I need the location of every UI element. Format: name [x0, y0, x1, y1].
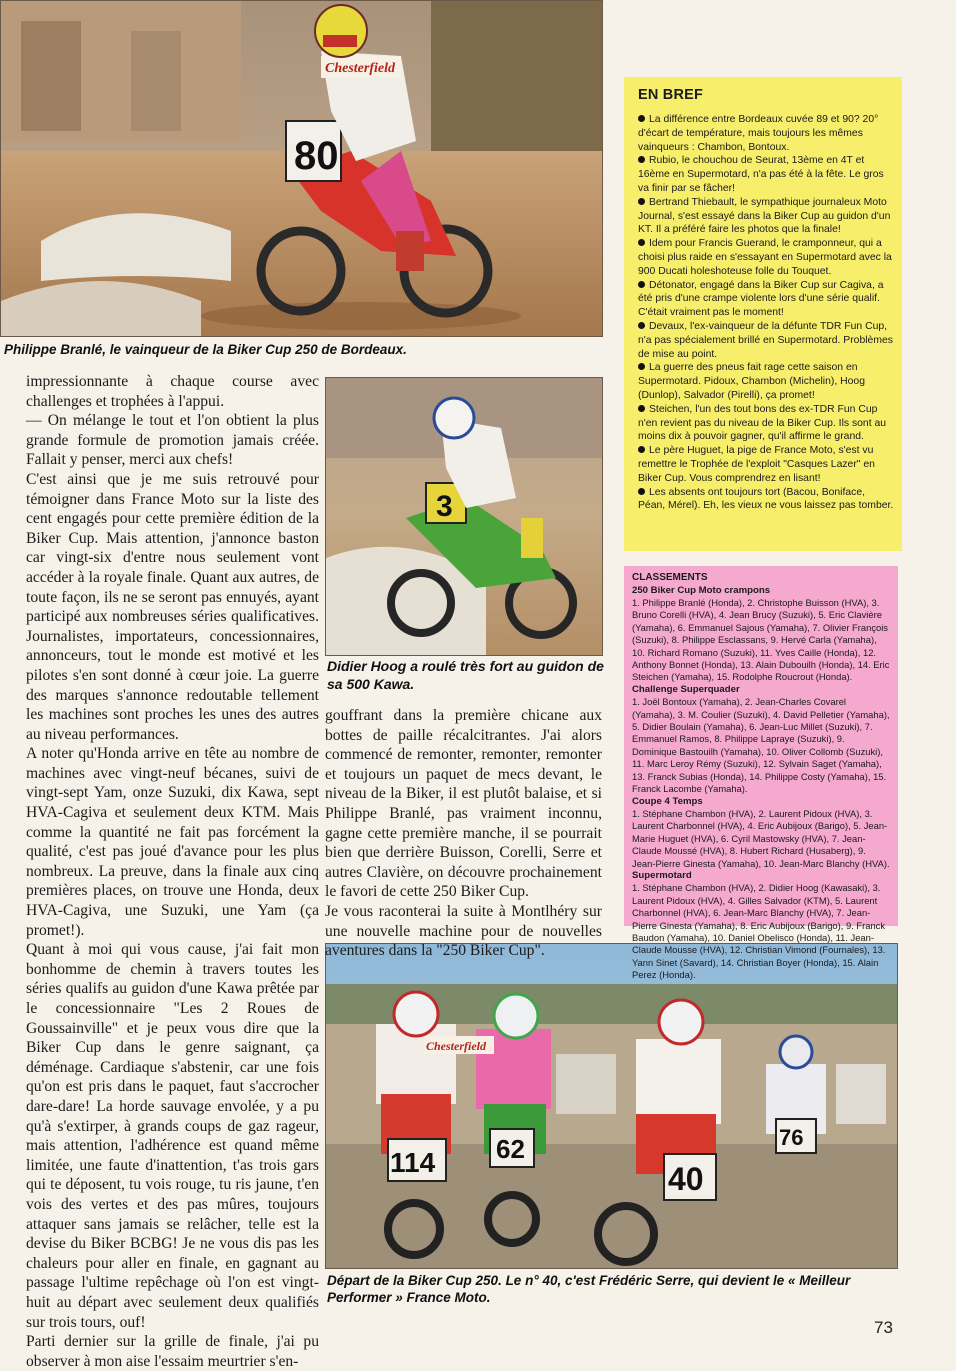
bullet-icon	[638, 488, 645, 495]
classement-results: 1. Stéphane Chambon (HVA), 2. Didier Hoog (Kawasaki), 3. Laurent Pidoux (HVA), 4. Gilles Salvador (KTM), 5. Laurent Charbonnel (HVA), 6. Jean-Marc Blanchy (HVA), 7. Jean-Pierre Ginesta (Yamaha), 8. Eric Aubijoux (Barigo), 9. Franck Baudon (Yamaha), 10. Daniel Obelisco (Honda), 11. Jean-Claude Mousse (HVA), 12. Christian Vimond (Fournales), 13. Yann Sinet (Savard), 14. Christian Boyer (Honda), 15. Alain Perez (Honda).	[632, 882, 886, 981]
page-number: 73	[874, 1318, 893, 1337]
bullet-icon	[638, 405, 645, 412]
classements-box	[624, 566, 898, 981]
photo1-caption: Philippe Branlé, le vainqueur de la Biker Cup 250 de Bordeaux.	[4, 342, 407, 357]
col1-para-6: Parti dernier sur la grille de finale, j'ai pu observer à mon aise l'essaim meurtrier s'en-	[26, 1333, 319, 1370]
classements-title: CLASSEMENTS	[632, 572, 708, 583]
col1-para-1: impressionnante à chaque course avec challenges et trophées à l'appui.	[26, 373, 319, 410]
classement-results: 1. Joël Bontoux (Yamaha), 2. Jean-Charles Covarel (Yamaha), 3. M. Coulier (Suzuki), 4. David Pelletier (Yamaha), 5. Didier Boulain (Yamaha), 6. Jean-Luc Millet (Suzuki), 7. Emmanuel Ramos, 8. Philippe Lapraye (Suzuki), 9. Dominique Bastouilh (Yamaha), 10. Oliver Collomb (Suzuki), 11. Marc Leroy Rémy (Suzuki), 12. Sylvain Saget (Yamaha), 13. Franck Subias (Honda), 14. Philippe Costy (Yamaha), 15. Franck Lacombe (Yamaha).	[632, 696, 890, 795]
col1-para-2: — On mélange le tout et l'on obtient la plus grande formule de promotion jamais créée. Fallait y penser, merci aux chefs!	[26, 412, 319, 469]
en-bref-item-text: Le père Huguet, la pige de France Moto, s'est vu remettre le Trophée de l'exploit "Casques Lazer" en Biker Cup. Vous comprendrez en lisant!	[638, 445, 875, 484]
en-bref-item-text: Devaux, l'ex-vainqueur de la défunte TDR Fun Cup, n'a pas spécialement brillé en Supermotard. Problèmes de mise au point.	[638, 320, 893, 360]
col2-para-2: Je vous raconterai la suite à Montlhéry sur une nouvelle machine pour de nouvelles aventures dans la "250 Biker Cup".	[325, 902, 602, 960]
photo1-bib-number: 80	[294, 134, 339, 178]
en-bref-item	[638, 403, 894, 444]
en-bref-item	[638, 154, 894, 195]
en-bref-item-text: Idem pour Francis Guerand, le cramponneur, qui a choisi plus raide en s'essayant en Supermotard avec la 900 Ducati holeshoteuse folle du Touquet.	[638, 238, 892, 277]
photo1-sponsor: Chesterfield	[325, 61, 395, 76]
en-bref-item	[638, 444, 894, 485]
en-bref-item	[638, 196, 894, 237]
en-bref-item-text: Rubio, le chouchou de Seurat, 13ème en 4T et 16ème en Supermotard, n'a pas été à la fête. Le gros va finir par se fâcher!	[638, 155, 884, 194]
en-bref-item-text: La différence entre Bordeaux cuvée 89 et 90? 20° d'écart de température, mais toujours les mêmes vainqueurs : Chambon, Bontoux.	[638, 114, 879, 153]
photo-branle	[0, 0, 603, 337]
classement-heading: Supermotard	[632, 869, 692, 881]
classement-results: 1. Stéphane Chambon (HVA), 2. Laurent Pidoux (HVA), 3. Laurent Charbonnel (HVA), 4. Eric Aubijoux (Barigo), 5. Jean-Marie Huguet (HVA), 6. Cyril Mastowsky (HVA), 7. Jean-Claude Moussé (HVA), 8. Hubert Richard (Husaberg), 9. Jean-Pierre Ginesta (Yamaha), 10. Jean-Marc Blanchy (HVA).	[632, 807, 890, 869]
photo2-bib-number: 3	[436, 490, 453, 523]
classement-heading: Coupe 4 Temps	[632, 795, 703, 807]
classement-heading: 250 Biker Cup Moto crampons	[632, 584, 771, 596]
photo-hoog	[325, 377, 603, 656]
col2-para-1: gouffrant dans la première chicane aux bottes de paille récalcitrantes. J'ai alors commencé de remonter, remonter, remonter et toujours un paquet de mecs devant, le niveau de la Biker, il est plutôt balaise, et si Philippe Branlé, pas vraiment inconnu, gagne cette première manche, il se pourrait bien que derrière Buisson, Corelli, Serre et autres Clavière, on découvre prochainement le favori de cette 250 Biker Cup.	[325, 707, 602, 901]
bullet-icon	[638, 239, 645, 246]
bullet-icon	[638, 198, 645, 205]
photo3-bib-40: 40	[668, 1161, 704, 1197]
photo3-caption: Départ de la Biker Cup 250. Le n° 40, c'est Frédéric Serre, qui devient le « Meilleur Performer » France Moto.	[327, 1273, 851, 1305]
article-body-right	[325, 706, 602, 961]
en-bref-item-text: Les absents ont toujours tort (Bacou, Boniface, Péan, Mérel). Eh, les vieux ne vous laissez pas tomber.	[638, 486, 894, 512]
en-bref-item	[638, 486, 894, 514]
bullet-icon	[638, 281, 645, 288]
photo3-bib-114: 114	[390, 1147, 436, 1178]
photo3-sponsor: Chesterfield	[426, 1039, 486, 1053]
en-bref-item	[638, 361, 894, 402]
bullet-icon	[638, 446, 645, 453]
col1-para-5: Quant à moi qui vous cause, j'ai fait mon bonhomme de chemin à travers toutes les séries qualifs au guidon d'une Kawa prêtée par le concessionnaire "Les 2 Roues de Goussainville" et je peux vous dire que la Biker Cup dans le genre saignant, ça déménage. Cardiaque s'abstenir, car une fois qu'on est pris dans le paquet, faut s'accrocher dare-dare! La horde sauvage envolée, y a pu qu'à s'extirper, à grands coups de gaz rageur, mais attention, l'adhérence est quand même limitée, une faute d'inattention, t'as trois gars qui te déposent, tu vois rouge, tu ris jaune, t'en vois des vertes et des pas mûres, toujours attaquer sans jamais se relâcher, telle est la devise du Biker BCBG! Je ne vous dis pas les chaleurs pour aller en finale, en gagnant au passage l'ultime repêchage où l'on est vingt-huit au départ avec seulement deux qualifiés sur trois tours, ouf!	[26, 941, 319, 1331]
bullet-icon	[638, 115, 645, 122]
en-bref-item	[638, 237, 894, 278]
en-bref-item-text: Bertrand Thiebault, le sympathique journaleux Moto Journal, s'est essayé dans la Biker Cup au guidon d'un KT. Il a préféré faire les photos que la finale!	[638, 196, 891, 236]
bullet-icon	[638, 322, 645, 329]
article-column-left-text-block	[26, 372, 319, 1371]
photo3-bib-76: 76	[779, 1125, 804, 1150]
en-bref-item	[638, 279, 894, 320]
en-bref-item-text: Détonator, engagé dans la Biker Cup sur Cagiva, a été pris d'une crampe violente lors d'une série qualif. C'était vraiment pas le moment!	[638, 279, 884, 319]
photo-depart	[325, 943, 898, 1269]
en-bref-item	[638, 113, 894, 154]
classement-results: 1. Philippe Branlé (Honda), 2. Christophe Buisson (HVA), 3. Bruno Corelli (HVA), 4. Jean Brucy (Suzuki), 5. Eric Clavière (Yamaha), 6. Emmanuel Sajous (Yamaha), 7. Olivier François (Suzuki), 8. Philippe Esclassans, 9. Hervé Carla (Yamaha), 10. Richard Romano (Suzuki), 11. Yves Caille (Honda), 12. Anthony Bonnet (Honda), 13. Alain Dubouilh (Honda), 14. Eric Steichen (Yamaha), 15. Rodolphe Roucrout (Honda).	[632, 597, 890, 683]
photo3-bib-62: 62	[496, 1134, 525, 1164]
photo2-caption: Didier Hoog a roulé très fort au guidon de sa 500 Kawa.	[327, 658, 604, 692]
col1-para-3: C'est ainsi que je me suis retrouvé pour témoigner dans France Moto sur la liste des cent engagés pour cette première édition de la Biker Cup. Mais attention, j'annonce baston car vingt-six d'entre nous seulement vont accéder à la royale finale. Quant aux autres, de toute façon, ils ne se seront pas ennuyés, ayant participé aux nombreuses séries qualificatives. Journalistes, importateurs, concessionnaires, annonceurs, tout le monde est motivé et les pilotes s'en sont donné à cœur joie. La guerre des marques s'annonce redoutable tellement les machines sont proches les unes des autres au niveau performances.	[26, 470, 319, 743]
en-bref-item	[638, 320, 894, 361]
bullet-icon	[638, 156, 645, 163]
en-bref-item-text: La guerre des pneus fait rage cette saison en Supermotard. Pidoux, Chambon (Michelin), Hoog (Dunlop), Salvador (Pirelli), ça promet!	[638, 362, 865, 401]
en-bref-title: EN BREF	[638, 87, 704, 103]
en-bref-box	[624, 77, 902, 551]
col1-para-4: A noter qu'Honda arrive en tête au nombre de machines avec vingt-neuf bécanes, suivi de vingt-sept Yam, onze Suzuki, dix Kawa, sept HVA-Cagiva et seulement deux KTM. Mais comme la quantité ne fait pas forcément la qualité, c'est pas joué d'avance pour les plus nombreux. La preuve, dans la finale aux cinq premières places, on trouve une Honda, deux HVA-Cagiva, une Suzuki, une Yam (ça promet!).	[26, 745, 319, 939]
en-bref-item-text: Steichen, l'un des tout bons des ex-TDR Fun Cup n'en revient pas du niveau de la Biker Cup. Ils sont au moins dix à pouvoir gagner, qu'il affirme le grand.	[638, 403, 887, 443]
bullet-icon	[638, 363, 645, 370]
classement-heading: Challenge Superquader	[632, 683, 740, 695]
